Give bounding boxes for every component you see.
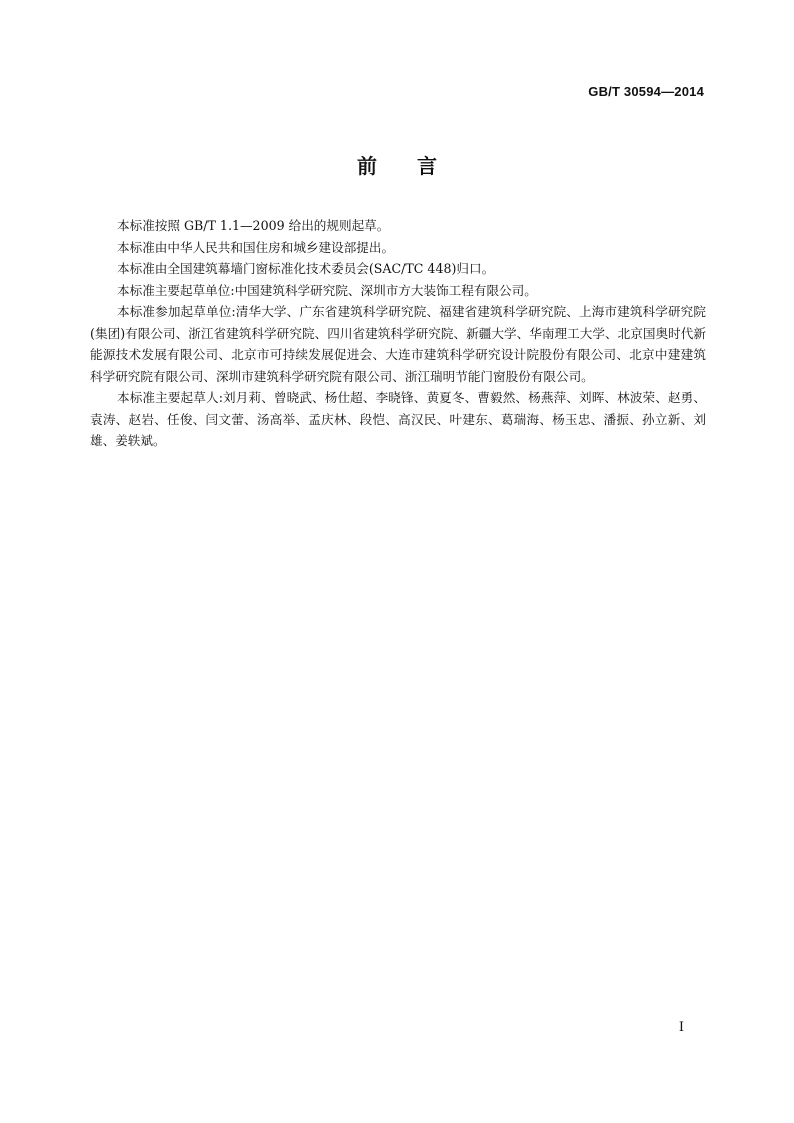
page-title: 前言	[357, 154, 477, 178]
paragraph-drafting-rules: 本标准按照 GB/T 1.1—2009 给出的规则起草。	[117, 218, 390, 233]
paragraph-proposed-by: 本标准由中华人民共和国住房和城乡建设部提出。	[117, 239, 395, 255]
foreword-body	[90, 215, 706, 452]
standard-number: GB/T 30594—2014	[588, 84, 704, 99]
paragraph-main-drafting-units: 本标准主要起草单位:中国建筑科学研究院、深圳市方大装饰工程有限公司。	[117, 282, 537, 298]
paragraph-main-drafters: 本标准主要起草人:刘月莉、曾晓武、杨仕超、李晓锋、黄夏冬、曹毅然、杨燕萍、刘晖、林波荣、赵勇、袁涛、赵岩、任俊、闫文蕾、汤高举、孟庆林、段恺、高汉民、叶建东、葛瑞海、杨玉忠、潘振、孙立新、刘雄、姜轶斌。	[90, 390, 706, 448]
page-number: I	[678, 1020, 684, 1035]
paragraph-participating-units: 本标准参加起草单位:清华大学、广东省建筑科学研究院、福建省建筑科学研究院、上海市建筑科学研究院(集团)有限公司、浙江省建筑科学研究院、四川省建筑科学研究院、新疆大学、华南理工大学、北京国奥时代新能源技术发展有限公司、北京市可持续发展促进会、大连市建筑科学研究设计院股份有限公司、北京中建建筑科学研究院有限公司、深圳市建筑科学研究院有限公司、浙江瑞明节能门窗股份有限公司。	[90, 304, 706, 384]
paragraph-administered-by: 本标准由全国建筑幕墙门窗标准化技术委员会(SAC/TC 448)归口。	[117, 261, 495, 276]
